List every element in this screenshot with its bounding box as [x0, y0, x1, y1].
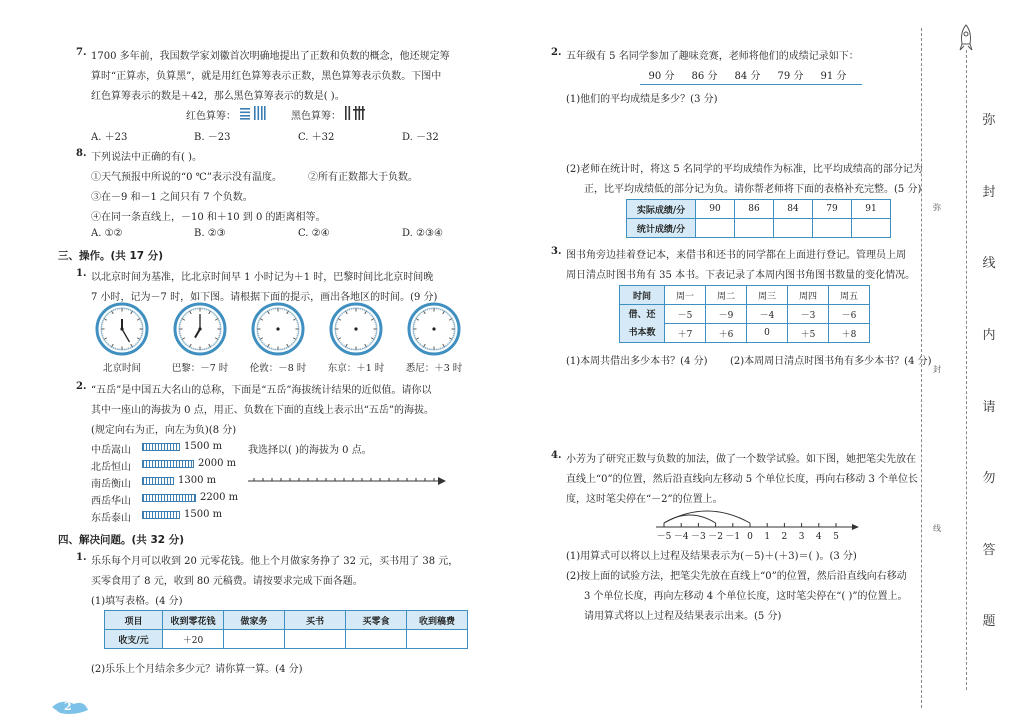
table-cell: 86	[735, 200, 774, 219]
q7-number: 7.	[76, 47, 87, 58]
s3-q1-line1: 以北京时间为基准，比北京时间早 1 小时记为＋1 时，巴黎时间比北京时间晚	[91, 272, 434, 283]
axis-arrow	[852, 524, 859, 530]
table-cell: －9	[706, 305, 747, 324]
black-rods-label: 黑色算筹：	[291, 111, 341, 122]
rocket-icon	[958, 24, 974, 55]
s4-q1-number: 1.	[76, 552, 87, 563]
table-cell: 84	[774, 200, 813, 219]
table-cell: 0	[747, 324, 788, 343]
side-char: 内	[982, 328, 996, 343]
table-cell: ＋8	[829, 324, 870, 343]
s3-q1-line2: 7 小时，记为－7 时，如下图。请根据下面的提示，画出各地区的时间。(9 分)	[91, 292, 438, 303]
q8-option-a: A. ①②	[91, 228, 123, 239]
score-table	[626, 199, 891, 238]
table-header: 周三	[747, 286, 788, 305]
table-header: 周一	[665, 286, 706, 305]
tick-label: 4	[815, 532, 822, 542]
mountain-value: 2200 m	[200, 492, 239, 503]
r-q3-sub2: (2)本周周日清点时图书角有多少本书？(4 分)	[730, 356, 932, 367]
r-q2-number: 2.	[551, 47, 562, 58]
table-header: 项目	[105, 611, 163, 630]
q8-option-b: B. ②③	[194, 228, 226, 239]
clock-face	[329, 302, 383, 356]
table-cell: 收支/元	[105, 630, 163, 649]
table-cell: ＋6	[706, 324, 747, 343]
side-char: 题	[982, 614, 996, 629]
table-cell: －4	[747, 305, 788, 324]
table-cell	[285, 630, 346, 649]
s3-q2-line1: “五岳”是中国五大名山的总称，下面是“五岳”海拔统计结果的近似值。请你以	[91, 385, 432, 396]
q8-option-c: C. ②④	[298, 228, 330, 239]
move-right-arc	[664, 515, 716, 523]
table-header: 周二	[706, 286, 747, 305]
score: 90 分	[648, 71, 675, 82]
mountain-bar	[142, 477, 174, 485]
side-char: 封	[982, 185, 996, 200]
table-cell: ＋7	[665, 324, 706, 343]
s3-q1-number: 1.	[76, 268, 87, 279]
mountain-value: 1500 m	[184, 441, 223, 452]
number-line-diagram	[652, 497, 862, 543]
clock-label-london: 伦敦：－8 时	[249, 363, 307, 374]
table-cell: 91	[852, 200, 891, 219]
row-label-line1: 借、还	[628, 309, 656, 320]
mountain-name: 南岳衡山	[91, 479, 131, 490]
table-cell	[813, 219, 852, 238]
s3-q2-line3: (规定向右为正，向左为负)(8 分)	[91, 425, 237, 436]
q7-option-b: B. －23	[194, 132, 231, 143]
table-cell	[346, 630, 407, 649]
tick-label: －4	[673, 532, 689, 542]
q8-stem: 下列说法中正确的有( )。	[91, 152, 202, 163]
table-header: 买书	[285, 611, 346, 630]
mountain-bar	[142, 494, 196, 502]
r-q4-sub2-line3: 请用算式将以上过程及结果表示出来。(5 分)	[584, 611, 782, 622]
s3-q2-number: 2.	[76, 381, 87, 392]
q8-statement-4: ④在同一条直线上，－10 和＋10 到 0 的距离相等。	[91, 212, 326, 223]
r-q2-stem: 五年级有 5 名同学参加了趣味竞赛，老师将他们的成绩记录如下：	[566, 51, 859, 62]
table-cell: 79	[813, 200, 852, 219]
score-list	[640, 67, 862, 85]
score: 91 分	[820, 71, 847, 82]
s4-q1-line2: 买零食用了 8 元，收到 80 元稿费。请按要求完成下面各题。	[91, 576, 363, 587]
r-q4-line1: 小芳为了研究正数与负数的加法，做了一个数学试验。如下图，她把笔尖先放在	[566, 454, 916, 465]
zero-point-choice: 我选择以( )的海拔为 0 点。	[248, 445, 372, 456]
tick-label: 1	[764, 532, 771, 542]
red-rods-image	[240, 106, 266, 123]
r-q2-sub2-line2: 正，比平均成绩低的部分记为负。请你帮老师将下面的表格补充完整。(5 分)	[584, 184, 922, 195]
mountain-value: 1500 m	[184, 509, 223, 520]
blank-number-line	[248, 474, 448, 491]
tick-label: 3	[798, 532, 805, 542]
r-q2-sub1: (1)他们的平均成绩是多少？(3 分)	[566, 94, 718, 105]
tick-label: －1	[725, 532, 741, 542]
q7-option-d: D. －32	[402, 132, 439, 143]
r-q4-line2: 直线上“0”的位置，然后沿直线向左移动 5 个单位长度，再向右移动 3 个单位长	[566, 474, 919, 485]
table-cell	[774, 219, 813, 238]
mountain-name: 西岳华山	[91, 496, 131, 507]
mountain-bar	[142, 511, 180, 519]
mountain-bar	[142, 460, 194, 468]
r-q3-line1: 图书角旁边挂着登记本，来借书和还书的同学都在上面进行登记。管理员上周	[566, 250, 906, 261]
tick-label: 0	[747, 532, 753, 542]
table-header: 收到零花钱	[163, 611, 224, 630]
tick-label: 2	[781, 532, 788, 542]
r-q3-line2: 周日清点时图书角有 35 本书。下表记录了本周内图书角图书数量的变化情况。	[566, 270, 916, 281]
clock-label-sydney: 悉尼：＋3 时	[405, 363, 463, 374]
score: 79 分	[777, 71, 804, 82]
mountain-name: 北岳恒山	[91, 462, 131, 473]
s4-sub1: (1)填写表格。(4 分)	[91, 596, 183, 607]
s4-sub2: (2)乐乐上个月结余多少元？请你算一算。(4 分)	[91, 664, 303, 675]
clock-face	[95, 302, 149, 356]
table-cell	[852, 219, 891, 238]
r-q3-number: 3.	[551, 246, 562, 257]
table-header: 买零食	[346, 611, 407, 630]
score: 86 分	[691, 71, 718, 82]
q7-line2: 算时“正算赤，负算黑”，就是用红色算筹表示正数，黑色算筹表示负数。下图中	[91, 71, 442, 82]
q7-line3: 红色算筹表示的数是＋42，那么黑色算筹表示的数是( )。	[91, 91, 345, 102]
side-char: 请	[982, 400, 996, 415]
table-cell: －5	[665, 305, 706, 324]
score: 84 分	[734, 71, 761, 82]
r-q4-sub1: (1)用算式可以将以上过程及结果表示为(－5)＋(＋3)＝( )。(3 分)	[566, 551, 857, 562]
side-char: 弥	[982, 113, 996, 128]
table-cell	[696, 219, 735, 238]
r-q2-sub2-line1: (2)老师在统计时，将这 5 名同学的平均成绩作为标准，比平均成绩高的部分记为	[566, 164, 923, 175]
side-small-char: 线	[933, 524, 941, 533]
mountain-name: 东岳泰山	[91, 513, 131, 524]
q7-option-a: A. ＋23	[91, 132, 128, 143]
table-row-label	[620, 305, 665, 343]
clock-label-paris: 巴黎：－7 时	[171, 363, 229, 374]
table-header: 实际成绩/分	[627, 200, 696, 219]
q7-option-c: C. ＋32	[298, 132, 335, 143]
table-cell: －3	[788, 305, 829, 324]
binding-line-inner	[921, 28, 922, 708]
clock-label-beijing: 北京时间	[102, 363, 141, 374]
r-q4-sub2-line1: (2)按上面的试验方法，把笔尖先放在直线上“0”的位置，然后沿直线向右移动	[566, 571, 907, 582]
table-cell	[735, 219, 774, 238]
q8-number: 8.	[76, 148, 87, 159]
clock-label-tokyo: 东京：＋1 时	[327, 363, 385, 374]
q8-statement-3: ③在－9 和－1 之间只有 7 个负数。	[91, 192, 253, 203]
book-table	[619, 285, 870, 343]
r-q3-sub1: (1)本周共借出多少本书？(4 分)	[566, 356, 708, 367]
tick-label: 5	[833, 532, 839, 542]
q8-statement-2: ②所有正数都大于负数。	[308, 172, 418, 183]
side-char: 线	[982, 256, 996, 271]
clock-face	[407, 302, 461, 356]
table-header: 周五	[829, 286, 870, 305]
q8-statement-1: ①天气预报中所说的“0 ℃”表示没有温度。	[91, 172, 282, 183]
mountain-value: 1300 m	[178, 475, 217, 486]
table-cell	[407, 630, 468, 649]
r-q4-number: 4.	[551, 450, 562, 461]
side-char: 答	[982, 543, 996, 558]
table-header: 周四	[788, 286, 829, 305]
q8-option-d: D. ②③④	[402, 228, 443, 239]
tick-label: －2	[708, 532, 723, 542]
table-cell: 90	[696, 200, 735, 219]
tick-label: －3	[691, 532, 706, 542]
clock-face	[173, 302, 227, 356]
section4-title: 四、解决问题。(共 32 分)	[58, 534, 185, 546]
s3-q2-line2: 其中一座山的海拔为 0 点，用正、负数在下面的直线上表示出“五岳”的海拔。	[91, 405, 434, 416]
table-header: 统计成绩/分	[627, 219, 696, 238]
side-char: 勿	[982, 471, 996, 486]
r-q4-line3: 度，这时笔尖停在“－2”的位置上。	[566, 494, 723, 505]
s4-q1-line1: 乐乐每个月可以收到 20 元零花钱。他上个月做家务挣了 32 元，买书用了 38 元，	[91, 556, 459, 567]
table-cell: ＋5	[788, 324, 829, 343]
page-number: 2	[64, 700, 72, 713]
r-q4-sub2-line2: 3 个单位长度，再向左移动 4 个单位长度，这时笔尖停在“( )”的位置上。	[584, 591, 908, 602]
red-rods-label: 红色算筹：	[186, 111, 236, 122]
mountain-name: 中岳嵩山	[91, 445, 131, 456]
side-small-char: 弥	[933, 203, 941, 212]
row-label-line2: 书本数	[628, 327, 656, 338]
side-small-char: 封	[933, 365, 941, 374]
table-header: 做家务	[224, 611, 285, 630]
number-line-svg	[652, 497, 862, 543]
table-header: 时间	[620, 286, 665, 305]
table-cell: ＋20	[163, 630, 224, 649]
black-rods-image	[345, 106, 373, 123]
mountain-bar	[142, 443, 180, 451]
binding-line-outer	[966, 50, 967, 690]
mountain-value: 2000 m	[198, 458, 237, 469]
table-cell: －6	[829, 305, 870, 324]
section3-title: 三、操作。(共 17 分)	[58, 250, 164, 262]
q7-line1: 1700 多年前，我国数学家刘徽首次明确地提出了正数和负数的概念，他还规定筹	[91, 51, 450, 62]
clock-face	[251, 302, 305, 356]
table-header: 收到稿费	[407, 611, 468, 630]
table-cell	[224, 630, 285, 649]
tick-label: －5	[656, 532, 672, 542]
income-table	[104, 610, 468, 649]
